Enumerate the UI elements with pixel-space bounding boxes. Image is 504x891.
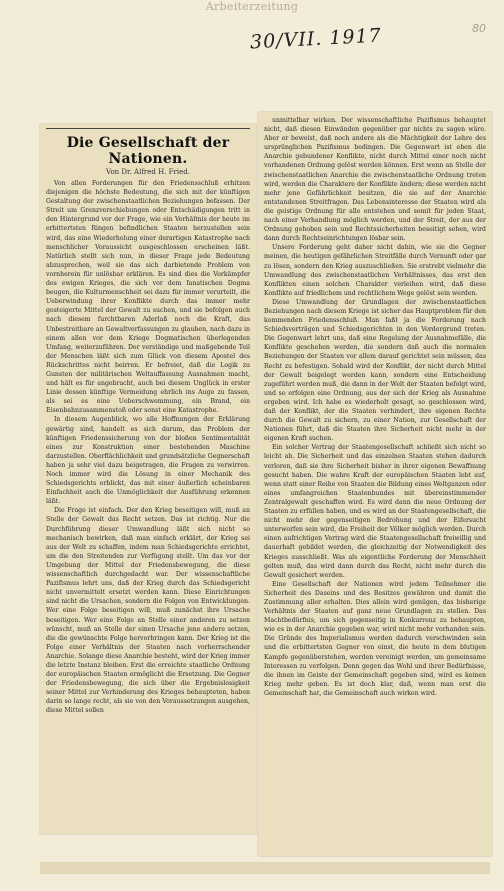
paragraph: Diese Umwandlung der Grundlagen der zwischenstaatlichen Beziehungen nach diesem Kriege ist sicher das Hauptproblem für den kommenden Friedensschluß. Man faßt ja die Forderung nach Schiedsverträgen und Schiedsgerichten in den Vordergrund treten. Die Gegenwart lehrt uns, daß eine Regelung der Ausnahmefälle, die Konflikte geschehen werden, die sondern daß auch die normalen Beziehungen der Staaten vor allem darauf gerichtet sein müssen, das Recht zu befestigen. Sobald wird der Konflikt, der nicht durch Mittel der Gewalt beigelegt werden kann, sondern eine Entscheidung zugeführt werden muß, die dann in der Welt der Staaten befolgt wird, und so erfolgen eine Ordnung, aus der sich der Krieg als Ausnahme ergeben wird. Ich habe es wiederholt gesagt, so geschlossen wird, daß der Konflikt, der die Staaten verhindert, ihre eigenen Rechte durch die Gewalt zu sichern, zu einer Nation, zur Gesellschaft der Nationen führt, daß die Staaten ihre Sicherheit nicht mehr in der eigenen Kraft suchen. <box>264 298 486 443</box>
title-rule <box>46 128 250 129</box>
handwritten-date: 30/VII. 1917 <box>249 24 383 54</box>
article-title: Die Gesellschaft der Nationen. <box>66 135 230 167</box>
paragraph: unmittelbar wirken. Der wissenschaftliche Pazifismus behauptet nicht, daß diesen Einwänden gegenüber gar nichts zu sagen wäre. Aber er beweist, daß noch andere als die Mächtigkeit der Lehre des ursprünglichen Pazifismus bedingen. Die Gegenwart ist eben die Anarchie gebundener Konflikte, nicht durch Mittel einer noch nicht vorhandenen Ordnung gelöst werden können. Erst wenn an Stelle der zwischenstaatlichen Anarchie die zwischenstaatliche Ordnung treten wird, werden die Charaktere der Konflikte ändern; diese werden nicht mehr jene Gefährlichkeit besitzen, die sie auf der Anarchie entstandenen Streitfragen. Das Lebensinteresse der Staaten wird als die geistige Ordnung für alle entstehen und somit für jeden Staat, nach einer Verhandlung möglich werden, und der Streit, der aus der Ordnung gehoben sein und Rechtssicherheiten beseitigt sehen, wird dann durch Rechtseinrichtungen lösbar sein. <box>264 117 486 243</box>
clipping-left-column <box>40 124 256 834</box>
paragraph: Die Frage ist einfach. Der den Krieg beseitigen will, muß an Stelle der Gewalt das Recht setzen. Das ist richtig. Nur die Durchführung dieser Umwandlung läßt sich nicht so mechanisch bewirken, daß man einfach erklärt, der Krieg sei aus der Welt zu schaffen, indem man Schiedsgerichte errichtet, um die den Streitenden zur Verfügung stellt. Um das vor der Umgebung der Mittel der Friedensbewegung, die diese wissenschaftlich durchgedacht war. Der wissenschaftliche Pazifismus lehrt uns, daß der Krieg durch das Schiedsgericht nicht unvermittelt ersetzt werden kann. Diese Einrichtungen sind nicht die Ursachen, sondern die Folgen von Entwicklungen. Wer eine Folge beseitigen will, muß zunächst ihre Ursache beseitigen. Wer eine Folge an Stelle einer anderen zu setzen wünscht, muß an Stelle der einen Ursache jene andere setzen, die die gewünschte Folge hervorbringen kann. Der Krieg ist die Folge einer Verhältnis der Staaten nach vorherrschender Anarchie. Solange diese Anarchie besteht, wird der Krieg immer die letzte Instanz bleiben. Erst die erreichte staatliche Ordnung der europäischen Staaten ermöglicht die Ersetzung. Die Gegner der Friedensbewegung, die sich über die Ergebnislosigkeit seiner Mittel zur Verhinderung des Krieges behaupteten, haben darin so lange recht, als sie von den Voraussetzungen ausgehen, diese Mittel sollen <box>46 507 250 715</box>
paragraph: Unsere Forderung geht daher nicht dahin, wie sie die Gegner meinen, die heutigen gefährlichen Streitfälle durch Vernunft oder gar zu lösen, sondern den Krieg auszuschließen. Sie erstrebt vielmehr die Umwandlung des zwischenstaatlichen Verhältnisses, das erst den Konflikten einen solchen Charakter verleihen wird, daß diese Konflikte auf friedlichem und rechtlichem Wege gelöst sein werden. <box>264 244 486 297</box>
pencil-page-number: 80 <box>472 22 486 35</box>
clipping-right-column <box>258 112 492 856</box>
newspaper-masthead: Arbeiterzeitung <box>205 0 299 13</box>
paragraph: Von allen Forderungen für den Friedensschluß erhitzen diejenigen die höchste Bedeutung, die sich mit der künftigen Gestaltung der zwischenstaatlichen Beziehungen befassen. Der Streit um Grenzverschiebungen oder Entschädigungen tritt in den Hintergrund vor der Frage, wie ein Verhältnis der heute im erbittertsten Ringen befindlichen Staaten herzustellen sein wird, das eine Wiederholung einer derartigen Katastrophe nach menschlicher Voraussicht ausgeschlossen erscheinen läßt. Natürlich stellt sich nun, in dieser Frage jede Bedeutung abzusprechen, weil sie das sich darbietende Problem von vornherein für unlösbar erklären. Es sind dies die Vorkämpfer des ewigen Krieges, die sich vor dem fanatischen Dogma beugen, die Kulturmenschheit sei dazu für immer verurteilt, die Ueberwindung ihrer Konflikte durch das immer mehr gesteigerte Mittel der Gewalt zu suchen, und sie befolgen auch nach diesem furchtbaren Aderlaß noch die Kraft, das Unbestreitbare an Gewaltverfassungen zu glauben, nach dazu in einem allen vor dem Kriege Dogmatischen überlegenden Umfang, weiterzuführen. Der verständige und maßgebende Teil der Menschen läßt sich zum Glück von diesem Apostel des Rückschrittes nicht beirren. Er befreiet, daß die Logik zu Gunsten der militärischen Weltauffassung Ausnahmen macht, und hält es für angebracht, auch bei diesem Unglück in erster Linie dessen künftige Vermeidung ehrlich ins Auge zu fassen, als sei es eine Ueberschwemmung, ein Brand, ein Eisenbahnzusammenstoß oder sonst eine Katastrophe. <box>46 180 250 415</box>
paragraph: Ein solcher Vertrag der Staatengesellschaft schließt sich nicht so leicht ab. Die Sicherheit und das einzelnen Staaten stehen dadurch verloren, daß sie ihre Sicherheit bisher in ihrer eigenen Bewaffnung gesucht haben. Die wahre Kraft der europäischen Staaten lebt auf, wenn statt einer Reihe von Staaten die Bildung eines Weltganzen oder eines umfangreichen Staatenbundes mit übereinstimmender Zentralgewalt geschaffen wird. Es wird dann die neue Ordnung der Staaten zu erfüllen haben, und es wird an der Staatengesellschaft, die nicht mehr der gegenseitigen Bedrohung und der Eifersucht unterworfen sein wird, die Freiheit der Völker möglich werden. Durch einen aufrichtigen Vertrag wird die Staatengesellschaft freiwillig und dauerhaft gebildet werden, die gleichzeitig der Notwendigkeit des Krieges ausschließt. Was als eigentliche Forderung der Menschheit gelten muß, das wird dann durch das Recht, nicht mehr durch die Gewalt gesichert werden. <box>264 444 486 579</box>
right-column-body <box>264 116 486 698</box>
article-author: Von Dr. Alfred H. Fried. <box>106 168 190 176</box>
paragraph: In diesem Augenblick, wo alle Hoffnungen der Erklärung gewärtig sind, handelt es sich darum, das Problem der künftigen Friedenssicherung von der bloßen Sentimentalität eines zur Konstruktion einer bestehenden Maschine darzustellen. Oberflächlichkeit und grundsätzliche Gegnerschaft haben ja sehr viel dazu beigetragen, die Fragen zu verwirren. Noch immer wird die Lösung in einer Mechanik des Schiedsgerichts erblickt, das mit einer äußerlich scheinbaren Einfachheit auch die Unmöglichkeit der Ausführung erkennen läßt. <box>46 416 250 506</box>
paragraph: Eine Gesellschaft der Nationen wird jedem Teilnehmer die Sicherheit des Daseins und des Besitzes gewähren und damit die Zustimmung aller erhalten. Dies allein wird genügen, das bisherige Verhältnis der Staaten auf ganz neue Grundlagen zu stellen. Das Machtbedürfnis, um sich gegenseitig in Konkurrenz zu behaupten, wie es in der Anarchie gegeben war, wird nicht mehr vorhanden sein. Die Gründe des Imperialismus werden dadurch verschwinden sein und die erbittertsten Gegner von einst, die heute in dem blutigen Kampfe gegenüberstehen, werden vereinigt werden, um gemeinsame Interessen zu verfolgen. Denn gegen das Wohl und ihrer Bedürfnisse, die ihnen im Geiste der Gemeinschaft gegeben sind, wird es keinen Krieg mehr geben. Es ist doch klar, daß, wenn man erst die Gemeinschaft hat, die Gemeinschaft auch wirken wird. <box>264 580 486 697</box>
clipping-bottom-edge <box>40 862 490 874</box>
left-column-body <box>46 179 250 716</box>
